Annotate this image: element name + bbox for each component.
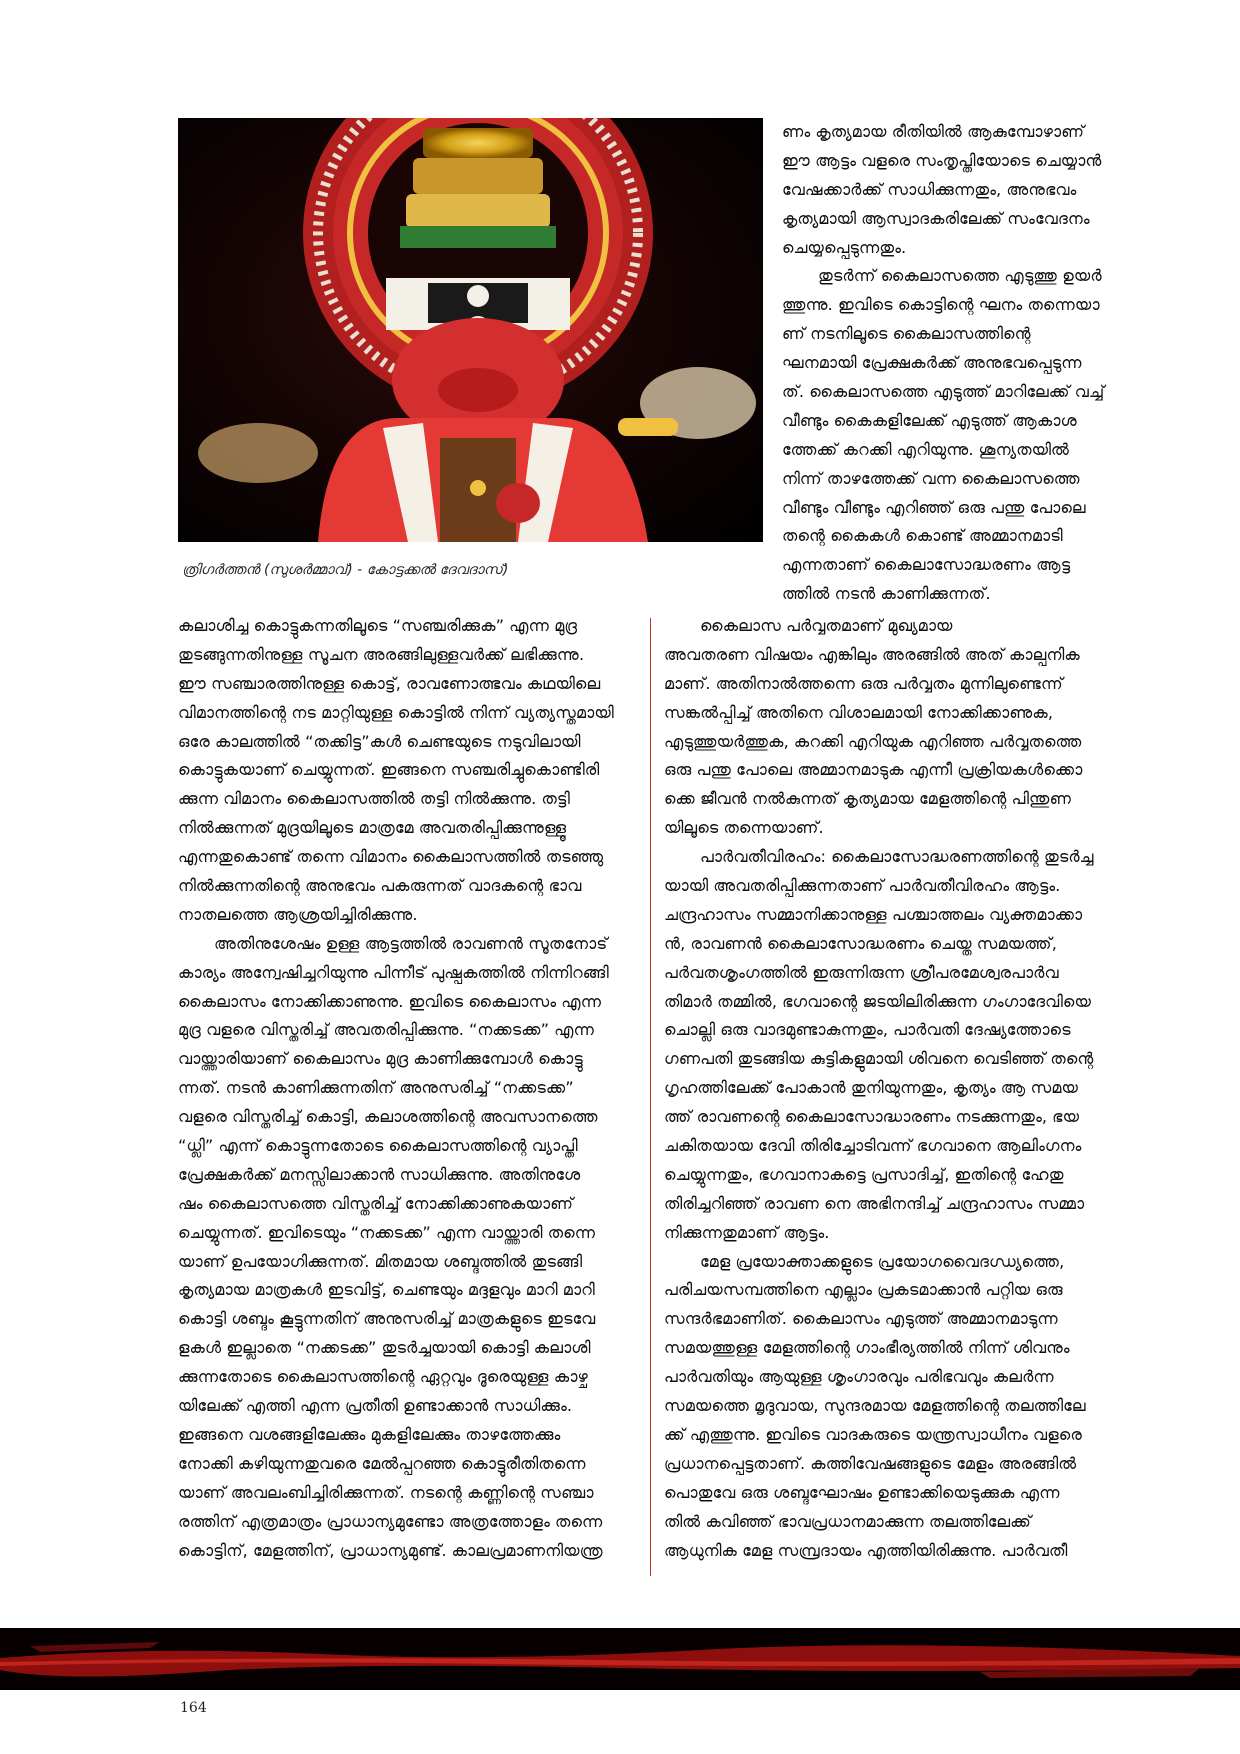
article-column-top-right [782, 118, 1127, 609]
text-line: കാര്യം അന്വേഷിച്ചറിയുന്നു പിന്നീട് പുഷ്പകത്തിൽ നിന്നിറങ്ങി [178, 962, 609, 982]
text-line: ചകിതയായ ദേവി തിരിച്ചോടിവന്ന് ഭഗവാനെ ആലിംഗനം [664, 1136, 1082, 1156]
text-line: “ധ്ലി” എന്ന് കൊട്ടുന്നതോടെ കൈലാസത്തിന്റെ വ്യാപ്തി [178, 1136, 578, 1156]
text-line: ക്കുന്ന വിമാനം കൈലാസത്തിൽ തട്ടി നിൽക്കുന്നു. തട്ടി [178, 789, 570, 809]
text-line: ണം കൃത്യമായ രീതിയിൽ ആകുമ്പോഴാണ് [782, 122, 1085, 141]
text-line: നോക്കി കഴിയുന്നതുവരെ മേൽപ്പറഞ്ഞ കൊട്ടുരീതിതന്നെ [178, 1453, 586, 1473]
text-line: ചൊല്ലി ഒരു വാദമുണ്ടാകുന്നതും, പാർവതി ദേഷ്യത്തോടെ [664, 1020, 1071, 1040]
text-line: ഘനമായി പ്രേക്ഷകർക്ക് അനുഭവപ്പെടുന്ന [782, 353, 1082, 373]
text-line: മേള പ്രയോക്താക്കളുടെ പ്രയോഗവൈദഗ്ധ്യത്തെ, [700, 1251, 1065, 1271]
text-line: എന്നതാണ് കൈലാസോദ്ധരണം ആട്ട [782, 555, 1071, 575]
text-line: നിന്ന് താഴത്തേക്ക് വന്ന കൈലാസത്തെ [782, 468, 1080, 488]
text-line: നാതലത്തെ ആശ്രയിച്ചിരിക്കുന്നു. [178, 904, 418, 924]
text-line: വീണ്ടും വീണ്ടും എറിഞ്ഞ് ഒരു പന്തു പോലെ [782, 497, 1086, 517]
text-line: വേഷക്കാർക്ക് സാധിക്കുന്നതും, അനുഭവം [782, 179, 1077, 199]
text-line: എടുത്തുയർത്തുക, കറക്കി എറിയുക എറിഞ്ഞ പർവ്വതത്തെ [664, 731, 1082, 751]
text-line: കൃത്യമായ മാത്രകൾ ഇടവിട്ട്, ചെണ്ടയും മദ്ദളവും മാറി മാറി [178, 1280, 595, 1300]
text-line: ളകൾ ഇല്ലാതെ “നക്കടക്ക” തുടർച്ചയായി കൊട്ടി കലാശി [178, 1338, 591, 1358]
text-line: കൊട്ടിന്, മേളത്തിന്, പ്രാധാന്യമുണ്ട്. കാലപ്രമാണനിയന്ത്ര [178, 1540, 603, 1560]
text-line: ന്നത്. നടൻ കാണിക്കുന്നതിന് അനുസരിച്ച് “നക്കടക്ക” [178, 1078, 574, 1098]
text-line: പ്രേക്ഷകർക്ക് മനസ്സിലാക്കാൻ സാധിക്കുന്നു. അതിനുശേ [178, 1164, 581, 1184]
text-line: പ്രധാനപ്പെട്ടതാണ്. കത്തിവേഷങ്ങളുടെ മേളം അരങ്ങിൽ [664, 1453, 1077, 1473]
column-divider [650, 618, 651, 1576]
text-line: യിലേക്ക് എത്തി എന്ന പ്രതീതി ഉണ്ടാക്കാൻ സാധിക്കും. [178, 1396, 573, 1416]
text-line: തുടങ്ങുന്നതിനുള്ള സൂചന അരങ്ങിലുള്ളവർക്ക് ലഭിക്കുന്നു. [178, 644, 585, 664]
text-line: പാർവതിയും ആയുള്ള ശൃംഗാരവും പരിഭവവും കലർന്ന [664, 1367, 1054, 1387]
text-line: ണ് നടനിലൂടെ കൈലാസത്തിന്റെ [782, 324, 1031, 344]
text-line: യാണ് ഉപയോഗിക്കുന്നത്. മിതമായ ശബ്ദത്തിൽ തുടങ്ങി [178, 1251, 583, 1271]
text-line: പാർവതീവിരഹം: കൈലാസോദ്ധരണത്തിന്റെ തുടർച്ച [700, 847, 1094, 867]
text-line: പൊതുവേ ഒരു ശബ്ദഘോഷം ഉണ്ടാക്കിയെടുക്കുക എന്ന [664, 1482, 1060, 1502]
text-line: തിമാർ തമ്മിൽ, ഭഗവാന്റെ ജടയിലിരിക്കുന്ന ഗംഗാദേവിയെ [664, 991, 1092, 1011]
text-line: ഇങ്ങനെ വശങ്ങളിലേക്കും മുകളിലേക്കും താഴത്തേക്കും [178, 1424, 561, 1444]
text-line: ചെയ്യുന്നതും, ഭഗവാനാകട്ടെ പ്രസാദിച്ച്, ഇതിന്റെ ഹേതു [664, 1164, 1064, 1184]
page-number: 164 [180, 1700, 207, 1716]
text-line: ത്. കൈലാസത്തെ എടുത്ത് മാറിലേക്ക് വച്ച് [782, 382, 1105, 402]
text-line: നിൽക്കുന്നതിന്റെ അനുഭവം പകരുന്നത് വാദകന്റെ ഭാവ [178, 876, 582, 896]
text-line: കൈലാസ പർവ്വതമാണ് മുഖ്യമായ [700, 616, 953, 635]
text-line: യായി അവതരിപ്പിക്കുന്നതാണ് പാർവതീവിരഹം ആട്ടം. [664, 876, 1061, 896]
text-line: എന്നതുകൊണ്ട് തന്നെ വിമാനം കൈലാസത്തിൽ തടഞ്ഞു [178, 847, 604, 867]
text-line: തന്റെ കൈകൾ കൊണ്ട് അമ്മാനമാടി [782, 526, 1063, 546]
text-line: ഈ സഞ്ചാരത്തിനുള്ള കൊട്ട്, രാവണോത്ഭവം കഥയിലെ [178, 673, 601, 693]
photo-caption: ത്രിഗർത്തൻ (സുശർമ്മാവ്) - കോട്ടക്കൽ ദേവദാസ്) [182, 562, 509, 578]
text-line: സങ്കൽപ്പിച്ച് അതിനെ വിശാലമായി നോക്കിക്കാണുക, [664, 702, 1053, 722]
text-line: ത്ത് രാവണന്റെ കൈലാസോദ്ധാരണം നടക്കുന്നതും, ഭയ [664, 1107, 1080, 1127]
text-line: തുടർന്ന് കൈലാസത്തെ എടുത്തു ഉയർ [818, 266, 1102, 286]
text-line: ചെയ്യുന്നത്. ഇവിടെയും “നക്കടക്ക” എന്ന വായ്ത്താരി തന്നെ [178, 1222, 596, 1242]
text-line: ഈ ആട്ടം വളരെ സംതൃപ്തിയോടെ ചെയ്യാൻ [782, 150, 1102, 170]
text-line: ഗൃഹത്തിലേക്ക് പോകാൻ തുനിയുന്നതും, കൃത്യം ആ സമയ [664, 1078, 1079, 1098]
text-line: രത്തിന് എത്രമാത്രം പ്രാധാന്യമുണ്ടോ അത്രത്തോളം തന്നെ [178, 1511, 603, 1531]
text-line: വിമാനത്തിന്റെ നട മാറ്റിയുള്ള കൊട്ടിൽ നിന്ന് വ്യത്യസ്തമായി [178, 702, 614, 722]
text-line: തിരിച്ചറിഞ്ഞ് രാവണ നെ അഭിനന്ദിച്ച് ചന്ദ്രഹാസം സമ്മാ [664, 1193, 1085, 1213]
text-line: സമയത്തുള്ള മേളത്തിന്റെ ഗാംഭീര്യത്തിൽ നിന്ന് ശിവനും [664, 1338, 1070, 1358]
kathakali-photo [178, 118, 763, 542]
text-line: വീണ്ടും കൈകളിലേക്ക് എടുത്ത് ആകാശ [782, 410, 1077, 430]
text-line: കൊട്ടി ശബ്ദം കൂട്ടുന്നതിന് അനുസരിച്ച് മാത്രകളുടെ ഇടവേ [178, 1309, 596, 1329]
text-line: അവതരണ വിഷയം എങ്കിലും അരങ്ങിൽ അത് കാല്പനിക [664, 644, 1080, 664]
text-line: സന്ദർഭമാണിത്. കൈലാസം എടുത്ത് അമ്മാനമാടുന്ന [664, 1309, 1058, 1329]
text-line: ക്കെ ജീവൻ നൽകുന്നത് കൃത്യമായ മേളത്തിന്റെ പിന്തുണ [664, 789, 1072, 809]
text-line: മാണ്. അതിനാൽത്തന്നെ ഒരു പർവ്വതം മുന്നിലുണ്ടെന്ന് [664, 673, 1063, 693]
text-line: കലാശിച്ച കൊട്ടുകന്നതിലൂടെ “സഞ്ചരിക്കുക” എന്ന മുദ്ര [178, 616, 578, 635]
text-line: തിൽ കവിഞ്ഞ് ഭാവപ്രധാനമാക്കുന്ന തലത്തിലേക്ക് [664, 1511, 1032, 1531]
text-line: ആധുനിക മേള സമ്പ്രദായം എത്തിയിരിക്കുന്നു. പാർവതീ [664, 1540, 1068, 1560]
text-line: നിക്കുന്നതുമാണ് ആട്ടം. [664, 1222, 830, 1242]
kathakali-performer-illustration [178, 118, 763, 542]
text-line: ഒരു പന്തു പോലെ അമ്മാനമാടുക എന്നീ പ്രക്രിയകൾക്കൊ [664, 760, 1083, 780]
text-line: ക്ക് എത്തുന്നു. ഇവിടെ വാദകരുടെ യന്ത്രസ്വാധീനം വളരെ [664, 1424, 1082, 1444]
text-line: കൈലാസം നോക്കിക്കാണുന്നു. ഇവിടെ കൈലാസം എന്ന [178, 991, 602, 1011]
text-line: ക്കുന്നതോടെ കൈലാസത്തിന്റെ ഏറ്റവും ദൂരെയുള്ള കാഴ്ച [178, 1367, 588, 1387]
article-column-right [664, 612, 1127, 1565]
text-line: യിലൂടെ തന്നെയാണ്. [664, 818, 824, 838]
text-line: ചെയ്യപ്പെടുന്നതും. [782, 237, 907, 257]
text-line: ചന്ദ്രഹാസം സമ്മാനിക്കാനുള്ള പശ്ചാത്തലം വ്യക്തമാക്കാ [664, 904, 1083, 924]
text-line: ത്തേക്ക് കറക്കി എറിയുന്നു. ശൂന്യതയിൽ [782, 439, 1070, 459]
decorative-brush-band [0, 1628, 1240, 1690]
text-line: ൻ, രാവണൻ കൈലാസോദ്ധരണം ചെയ്ത സമയത്ത്, [664, 933, 1057, 953]
text-line: ത്തുന്നു. ഇവിടെ കൊട്ടിന്റെ ഘനം തന്നെയാ [782, 295, 1100, 315]
text-line: സമയത്തെ മൃദുവായ, സുന്ദരമായ മേളത്തിന്റെ തലത്തിലേ [664, 1396, 1086, 1416]
text-line: ഷം കൈലാസത്തെ വിസ്തരിച്ച് നോക്കിക്കാണുകയാണ് [178, 1193, 574, 1213]
text-line: കൃത്യമായി ആസ്വാദകരിലേക്ക് സംവേദനം [782, 208, 1090, 228]
text-line: യാണ് അവലംബിച്ചിരിക്കുന്നത്. നടന്റെ കണ്ണിന്റെ സഞ്ചാ [178, 1482, 594, 1502]
text-line: വായ്ത്താരിയാണ് കൈലാസം മുദ്ര കാണിക്കുമ്പോൾ കൊട്ടു [178, 1049, 583, 1069]
brush-stroke-graphic [0, 1628, 1240, 1690]
text-line: വളരെ വിസ്തരിച്ച് കൊട്ടി, കലാശത്തിന്റെ അവസാനത്തെ [178, 1107, 598, 1127]
text-line: പരിചയസമ്പത്തിനെ എല്ലാം പ്രകടമാക്കാൻ പറ്റിയ ഒരു [664, 1280, 1063, 1300]
text-line: ഒരേ കാലത്തിൽ “തക്കിട്ട”കൾ ചെണ്ടയുടെ നടുവിലായി [178, 731, 581, 751]
text-line: കൊട്ടുകയാണ് ചെയ്യുന്നത്. ഇങ്ങനെ സഞ്ചരിച്ചുകൊണ്ടിരി [178, 760, 600, 780]
text-line: മുദ്ര വളരെ വിസ്തരിച്ച് അവതരിപ്പിക്കുന്നു. “നക്കടക്ക” എന്ന [178, 1020, 595, 1040]
text-line: അതിനുശേഷം ഉള്ള ആട്ടത്തിൽ രാവണൻ സൂതനോട് [214, 933, 608, 953]
text-line: ഗണപതി തുടങ്ങിയ കുട്ടികളുമായി ശിവനെ വെടിഞ്ഞ് തന്റെ [664, 1049, 1094, 1069]
text-line: നിൽക്കുന്നത് മുദ്രയിലൂടെ മാത്രമേ അവതരിപ്പിക്കുന്നുള്ളൂ [178, 818, 567, 838]
text-line: ത്തിൽ നടൻ കാണിക്കുന്നത്. [782, 584, 991, 604]
article-column-left [178, 612, 636, 1565]
text-line: പർവതശൃംഗത്തിൽ ഇരുന്നിരുന്ന ശ്രീപരമേശ്വരപാർവ [664, 962, 1059, 982]
